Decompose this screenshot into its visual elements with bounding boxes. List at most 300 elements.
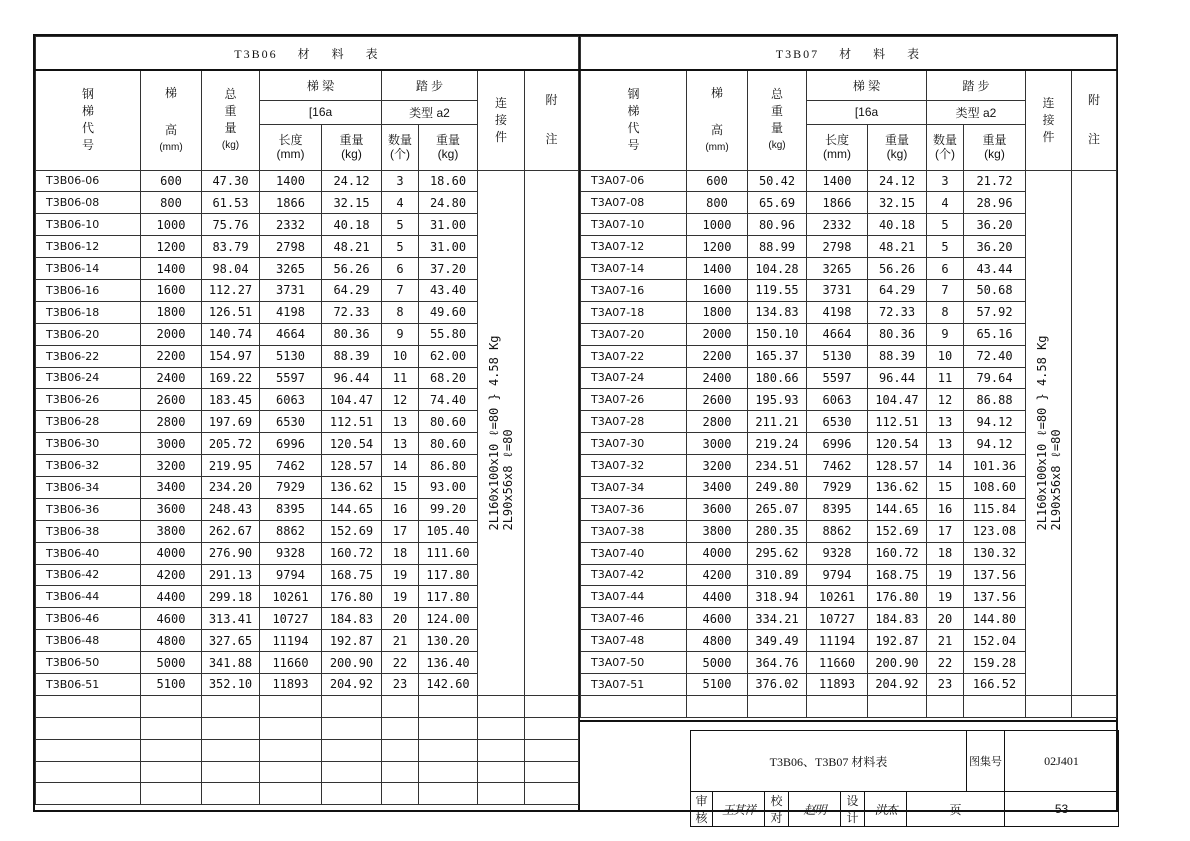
table-cell: 168.75 bbox=[868, 564, 927, 586]
blank-cell bbox=[478, 783, 525, 805]
header-line: (kg) bbox=[984, 147, 1005, 161]
table-cell: 18 bbox=[927, 542, 964, 564]
table-cell: 3600 bbox=[141, 498, 202, 520]
table-cell: 31.00 bbox=[419, 236, 478, 258]
table-cell: 349.49 bbox=[748, 630, 807, 652]
table-cell: 5 bbox=[382, 214, 419, 236]
blank-cell bbox=[748, 695, 807, 717]
blank-cell bbox=[478, 695, 525, 717]
table-cell: 341.88 bbox=[202, 652, 260, 674]
table-cell: 168.75 bbox=[322, 564, 382, 586]
review-signature: 王其祥 bbox=[713, 792, 765, 827]
header-line: 重量 bbox=[435, 133, 460, 147]
table-cell: 123.08 bbox=[964, 520, 1026, 542]
connection-text bbox=[487, 335, 515, 530]
header-char: 量 bbox=[224, 121, 237, 136]
table-cell: 4200 bbox=[141, 564, 202, 586]
table-cell: 3265 bbox=[260, 258, 322, 280]
header-step: 踏 步 bbox=[927, 70, 1026, 100]
blank-cell bbox=[419, 695, 478, 717]
table-cell: 115.84 bbox=[964, 498, 1026, 520]
connection-line: 2L90x56x8 ℓ=80 bbox=[501, 429, 515, 531]
table-cell: 24.12 bbox=[868, 170, 927, 192]
blank-cell bbox=[687, 695, 748, 717]
table-cell: 1600 bbox=[687, 279, 748, 301]
table-cell: 80.96 bbox=[748, 214, 807, 236]
table-cell: 291.13 bbox=[202, 564, 260, 586]
table-cell: 1400 bbox=[260, 170, 322, 192]
table-cell: T3A07-50 bbox=[581, 652, 687, 674]
table-cell: 1200 bbox=[141, 236, 202, 258]
title-block-title: T3B06、T3B07 材料表 bbox=[691, 731, 967, 792]
table-cell: T3A07-40 bbox=[581, 542, 687, 564]
table-cell: 6996 bbox=[260, 433, 322, 455]
blank-cell bbox=[260, 739, 322, 761]
connection-cell bbox=[1026, 170, 1072, 695]
table-cell: 334.21 bbox=[748, 608, 807, 630]
table-cell: 165.37 bbox=[748, 345, 807, 367]
table-cell: 13 bbox=[927, 433, 964, 455]
table-cell: 18 bbox=[382, 542, 419, 564]
table-cell: 3731 bbox=[807, 279, 868, 301]
table-cell: 1800 bbox=[141, 301, 202, 323]
table-cell: 5597 bbox=[260, 367, 322, 389]
table-cell: 16 bbox=[927, 498, 964, 520]
table-cell: 120.54 bbox=[868, 433, 927, 455]
table-cell: T3B06-12 bbox=[36, 236, 141, 258]
table-cell: 17 bbox=[927, 520, 964, 542]
header-char: 注 bbox=[1087, 132, 1100, 147]
table-cell: 64.29 bbox=[322, 279, 382, 301]
table-cell: 1200 bbox=[687, 236, 748, 258]
table-cell: 104.47 bbox=[322, 389, 382, 411]
blank-cell bbox=[581, 695, 687, 717]
table-cell: 144.80 bbox=[964, 608, 1026, 630]
table-cell: 57.92 bbox=[964, 301, 1026, 323]
table-cell: 18.60 bbox=[419, 170, 478, 192]
header-line: 长度 bbox=[824, 133, 849, 147]
table-cell: 9 bbox=[927, 323, 964, 345]
table-cell: 280.35 bbox=[748, 520, 807, 542]
table-cell: 3400 bbox=[687, 476, 748, 498]
table-cell: 15 bbox=[382, 476, 419, 498]
table-cell: 7462 bbox=[807, 455, 868, 477]
table-cell: 13 bbox=[382, 411, 419, 433]
table-title-word: 表 bbox=[907, 46, 922, 61]
header-char: 梯 bbox=[627, 104, 640, 119]
table-cell: 10 bbox=[382, 345, 419, 367]
table-cell: 2600 bbox=[687, 389, 748, 411]
table-cell: 2400 bbox=[141, 367, 202, 389]
blank-row bbox=[581, 695, 1117, 717]
blank-cell bbox=[322, 783, 382, 805]
blank-cell bbox=[525, 739, 579, 761]
table-cell: 117.80 bbox=[419, 564, 478, 586]
table-cell: 28.96 bbox=[964, 192, 1026, 214]
table-cell: 2000 bbox=[687, 323, 748, 345]
table-cell: 3200 bbox=[141, 455, 202, 477]
table-cell: 248.43 bbox=[202, 498, 260, 520]
table-cell: 12 bbox=[382, 389, 419, 411]
header-height bbox=[141, 70, 202, 170]
blank-cell bbox=[419, 717, 478, 739]
table-cell: 200.90 bbox=[868, 652, 927, 674]
table-cell: 50.42 bbox=[748, 170, 807, 192]
table-cell: 364.76 bbox=[748, 652, 807, 674]
table-cell: 800 bbox=[687, 192, 748, 214]
header-connection bbox=[1026, 70, 1072, 170]
blank-cell bbox=[260, 695, 322, 717]
blank-cell bbox=[322, 695, 382, 717]
table-cell: T3A07-20 bbox=[581, 323, 687, 345]
table-cell: 1866 bbox=[807, 192, 868, 214]
header-char: 注 bbox=[545, 132, 558, 147]
table-cell: 16 bbox=[382, 498, 419, 520]
connection-line: 2L90x56x8 ℓ=80 bbox=[1048, 429, 1063, 531]
table-cell: 20 bbox=[927, 608, 964, 630]
table-cell: 119.55 bbox=[748, 279, 807, 301]
table-cell: 249.80 bbox=[748, 476, 807, 498]
table-cell: 112.51 bbox=[322, 411, 382, 433]
table-cell: 11893 bbox=[807, 673, 868, 695]
table-cell: T3A07-51 bbox=[581, 673, 687, 695]
table-cell: 2200 bbox=[687, 345, 748, 367]
table-cell: T3A07-12 bbox=[581, 236, 687, 258]
table-cell: T3A07-06 bbox=[581, 170, 687, 192]
table-cell: T3A07-24 bbox=[581, 367, 687, 389]
table-cell: T3B06-46 bbox=[36, 608, 141, 630]
table-cell: 276.90 bbox=[202, 542, 260, 564]
table-cell: 600 bbox=[687, 170, 748, 192]
blank-cell bbox=[419, 761, 478, 783]
table-title-word: 料 bbox=[873, 46, 888, 61]
blank-cell bbox=[964, 695, 1026, 717]
table-cell: T3B06-50 bbox=[36, 652, 141, 674]
table-cell: 22 bbox=[927, 652, 964, 674]
table-cell: 137.56 bbox=[964, 586, 1026, 608]
header-step-qty bbox=[382, 124, 419, 170]
blank-cell bbox=[478, 717, 525, 739]
header-char: 钢 bbox=[81, 87, 94, 102]
table-cell: 9328 bbox=[260, 542, 322, 564]
table-cell: T3B06-48 bbox=[36, 630, 141, 652]
table-cell: 1400 bbox=[141, 258, 202, 280]
table-cell: 11 bbox=[927, 367, 964, 389]
table-cell: 1000 bbox=[687, 214, 748, 236]
table-cell: 195.93 bbox=[748, 389, 807, 411]
table-cell: 43.44 bbox=[964, 258, 1026, 280]
page-number: 53 bbox=[1005, 792, 1119, 827]
table-cell: 204.92 bbox=[868, 673, 927, 695]
table-cell: 5 bbox=[927, 214, 964, 236]
blank-row bbox=[36, 761, 579, 783]
header-connection bbox=[478, 70, 525, 170]
table-cell: 94.12 bbox=[964, 411, 1026, 433]
header-char: 号 bbox=[627, 138, 640, 153]
table-cell: 10727 bbox=[260, 608, 322, 630]
blank-row bbox=[36, 739, 579, 761]
table-cell: 4198 bbox=[807, 301, 868, 323]
table-title-code: T3B06 bbox=[234, 46, 278, 61]
table-cell: 3 bbox=[382, 170, 419, 192]
header-char: 总 bbox=[770, 87, 783, 102]
header-note bbox=[525, 70, 579, 170]
blank-cell bbox=[382, 739, 419, 761]
table-cell: T3B06-44 bbox=[36, 586, 141, 608]
table-cell: 72.33 bbox=[868, 301, 927, 323]
table-row bbox=[36, 170, 579, 192]
table-cell: 72.40 bbox=[964, 345, 1026, 367]
header-height bbox=[687, 70, 748, 170]
table-cell: 2400 bbox=[687, 367, 748, 389]
table-cell: 313.41 bbox=[202, 608, 260, 630]
table-cell: 19 bbox=[382, 564, 419, 586]
table-cell: T3A07-26 bbox=[581, 389, 687, 411]
table-cell: 159.28 bbox=[964, 652, 1026, 674]
table-cell: 21 bbox=[927, 630, 964, 652]
table-cell: 68.20 bbox=[419, 367, 478, 389]
blank-cell bbox=[525, 761, 579, 783]
table-cell: T3B06-18 bbox=[36, 301, 141, 323]
table-cell: 176.80 bbox=[322, 586, 382, 608]
table-cell: 10261 bbox=[807, 586, 868, 608]
table-cell: 11660 bbox=[807, 652, 868, 674]
table-cell: 5100 bbox=[687, 673, 748, 695]
page-label: 页 bbox=[907, 792, 1005, 827]
header-beam: 梯 梁 bbox=[260, 70, 382, 100]
table-cell: 295.62 bbox=[748, 542, 807, 564]
header-char: 附 bbox=[1087, 93, 1100, 108]
table-cell: 99.20 bbox=[419, 498, 478, 520]
header-line: 长度 bbox=[278, 133, 303, 147]
table-cell: 1800 bbox=[687, 301, 748, 323]
table-cell: 152.04 bbox=[964, 630, 1026, 652]
table-cell: 10727 bbox=[807, 608, 868, 630]
header-note bbox=[1072, 70, 1117, 170]
table-cell: 184.83 bbox=[322, 608, 382, 630]
table-cell: 136.40 bbox=[419, 652, 478, 674]
table-cell: 11660 bbox=[260, 652, 322, 674]
table-cell: 204.92 bbox=[322, 673, 382, 695]
table-cell: 128.57 bbox=[322, 455, 382, 477]
table-cell: 219.95 bbox=[202, 455, 260, 477]
table-cell: 9794 bbox=[260, 564, 322, 586]
table-cell: 36.20 bbox=[964, 236, 1026, 258]
blank-cell bbox=[202, 739, 260, 761]
header-unit: (mm) bbox=[705, 141, 729, 153]
table-row bbox=[581, 170, 1117, 192]
table-cell: 5000 bbox=[687, 652, 748, 674]
table-cell: 19 bbox=[927, 586, 964, 608]
table-cell: 5130 bbox=[260, 345, 322, 367]
header-step-qty bbox=[927, 124, 964, 170]
blank-row bbox=[36, 717, 579, 739]
table-cell: T3B06-10 bbox=[36, 214, 141, 236]
header-code bbox=[581, 70, 687, 170]
table-cell: 234.20 bbox=[202, 476, 260, 498]
table-cell: 2000 bbox=[141, 323, 202, 345]
table-cell: 20 bbox=[382, 608, 419, 630]
table-cell: 4800 bbox=[687, 630, 748, 652]
table-cell: 192.87 bbox=[322, 630, 382, 652]
table-cell: 98.04 bbox=[202, 258, 260, 280]
table-cell: 108.60 bbox=[964, 476, 1026, 498]
header-unit: (kg) bbox=[221, 140, 240, 152]
blank-cell bbox=[202, 783, 260, 805]
table-cell: 50.68 bbox=[964, 279, 1026, 301]
table-cell: 104.47 bbox=[868, 389, 927, 411]
table-cell: 9794 bbox=[807, 564, 868, 586]
table-cell: T3A07-08 bbox=[581, 192, 687, 214]
header-step-type: 类型 a2 bbox=[382, 100, 478, 124]
header-char: 件 bbox=[494, 129, 507, 144]
table-cell: 56.26 bbox=[868, 258, 927, 280]
table-cell: 183.45 bbox=[202, 389, 260, 411]
table-cell: 19 bbox=[927, 564, 964, 586]
header-char: 连 bbox=[494, 95, 507, 110]
table-cell: 211.21 bbox=[748, 411, 807, 433]
blank-cell bbox=[525, 783, 579, 805]
table-title bbox=[36, 37, 579, 71]
table-cell: 327.65 bbox=[202, 630, 260, 652]
table-cell: 65.69 bbox=[748, 192, 807, 214]
table-cell: 3800 bbox=[687, 520, 748, 542]
table-cell: 40.18 bbox=[322, 214, 382, 236]
table-cell: 136.62 bbox=[868, 476, 927, 498]
table-cell: T3B06-24 bbox=[36, 367, 141, 389]
table-cell: 101.36 bbox=[964, 455, 1026, 477]
table-cell: 14 bbox=[927, 455, 964, 477]
header-beam: 梯 梁 bbox=[807, 70, 927, 100]
table-cell: 5130 bbox=[807, 345, 868, 367]
header-char: 代 bbox=[627, 121, 640, 136]
table-cell: 8 bbox=[927, 301, 964, 323]
table-cell: 48.21 bbox=[322, 236, 382, 258]
table-cell: 142.60 bbox=[419, 673, 478, 695]
header-line: (kg) bbox=[886, 147, 908, 161]
table-cell: 11194 bbox=[260, 630, 322, 652]
table-cell: T3A07-38 bbox=[581, 520, 687, 542]
table-cell: 169.22 bbox=[202, 367, 260, 389]
table-cell: 166.52 bbox=[964, 673, 1026, 695]
blank-cell bbox=[382, 695, 419, 717]
table-cell: 234.51 bbox=[748, 455, 807, 477]
table-cell: 7929 bbox=[807, 476, 868, 498]
table-cell: 7929 bbox=[260, 476, 322, 498]
table-title-word: 材 bbox=[297, 46, 312, 61]
header-char: 连 bbox=[1042, 95, 1055, 110]
blank-cell bbox=[478, 761, 525, 783]
table-title-word: 料 bbox=[331, 46, 346, 61]
table-cell: 7 bbox=[382, 279, 419, 301]
header-weight bbox=[748, 70, 807, 170]
review-label: 审核 bbox=[691, 792, 713, 827]
table-cell: 600 bbox=[141, 170, 202, 192]
table-cell: 152.69 bbox=[322, 520, 382, 542]
table-cell: T3A07-28 bbox=[581, 411, 687, 433]
table-cell: 2798 bbox=[807, 236, 868, 258]
table-cell: 104.28 bbox=[748, 258, 807, 280]
blank-cell bbox=[260, 783, 322, 805]
table-cell: 130.32 bbox=[964, 542, 1026, 564]
table-cell: 5 bbox=[927, 236, 964, 258]
blank-cell bbox=[525, 695, 579, 717]
table-cell: T3B06-08 bbox=[36, 192, 141, 214]
header-line: (kg) bbox=[341, 147, 362, 161]
table-cell: 318.94 bbox=[748, 586, 807, 608]
blank-cell bbox=[202, 717, 260, 739]
table-cell: 4400 bbox=[687, 586, 748, 608]
header-beam-weight bbox=[322, 124, 382, 170]
table-title bbox=[581, 37, 1117, 71]
table-cell: 36.20 bbox=[964, 214, 1026, 236]
table-cell: 96.44 bbox=[322, 367, 382, 389]
table-cell: 8862 bbox=[260, 520, 322, 542]
table-cell: T3B06-38 bbox=[36, 520, 141, 542]
header-char: 号 bbox=[81, 138, 94, 153]
table-cell: 43.40 bbox=[419, 279, 478, 301]
table-cell: 4600 bbox=[687, 608, 748, 630]
table-cell: 2600 bbox=[141, 389, 202, 411]
table-cell: 13 bbox=[927, 411, 964, 433]
header-char: 代 bbox=[81, 121, 94, 136]
table-cell: T3B06-51 bbox=[36, 673, 141, 695]
header-weight bbox=[202, 70, 260, 170]
table-cell: 24.12 bbox=[322, 170, 382, 192]
table-cell: T3A07-48 bbox=[581, 630, 687, 652]
table-cell: 7 bbox=[927, 279, 964, 301]
table-cell: 6 bbox=[927, 258, 964, 280]
blank-cell bbox=[36, 783, 141, 805]
blank-cell bbox=[36, 695, 141, 717]
header-code bbox=[36, 70, 141, 170]
table-cell: 55.80 bbox=[419, 323, 478, 345]
table-cell: 3 bbox=[927, 170, 964, 192]
table-cell: 7462 bbox=[260, 455, 322, 477]
table-cell: 86.80 bbox=[419, 455, 478, 477]
table-cell: 80.36 bbox=[322, 323, 382, 345]
table-cell: 15 bbox=[927, 476, 964, 498]
table-cell: T3B06-26 bbox=[36, 389, 141, 411]
table-cell: 80.60 bbox=[419, 411, 478, 433]
table-cell: 134.83 bbox=[748, 301, 807, 323]
table-cell: 4600 bbox=[141, 608, 202, 630]
table-cell: 21.72 bbox=[964, 170, 1026, 192]
table-cell: 117.80 bbox=[419, 586, 478, 608]
table-cell: 310.89 bbox=[748, 564, 807, 586]
blank-cell bbox=[202, 695, 260, 717]
table-cell: 80.36 bbox=[868, 323, 927, 345]
table-cell: 31.00 bbox=[419, 214, 478, 236]
table-cell: 130.20 bbox=[419, 630, 478, 652]
blank-cell bbox=[260, 717, 322, 739]
table-cell: 79.64 bbox=[964, 367, 1026, 389]
header-line: (个) bbox=[390, 147, 410, 161]
table-cell: 120.54 bbox=[322, 433, 382, 455]
table-cell: 96.44 bbox=[868, 367, 927, 389]
table-cell: 3600 bbox=[687, 498, 748, 520]
header-beam-weight bbox=[868, 124, 927, 170]
table-cell: 144.65 bbox=[868, 498, 927, 520]
table-cell: 197.69 bbox=[202, 411, 260, 433]
table-cell: 65.16 bbox=[964, 323, 1026, 345]
blank-cell bbox=[36, 717, 141, 739]
table-cell: 2800 bbox=[687, 411, 748, 433]
table-cell: 1600 bbox=[141, 279, 202, 301]
table-cell: 352.10 bbox=[202, 673, 260, 695]
table-cell: 124.00 bbox=[419, 608, 478, 630]
connection-line: 2L160x100x10 ℓ=80 } 4.58 Kg bbox=[1034, 335, 1049, 531]
